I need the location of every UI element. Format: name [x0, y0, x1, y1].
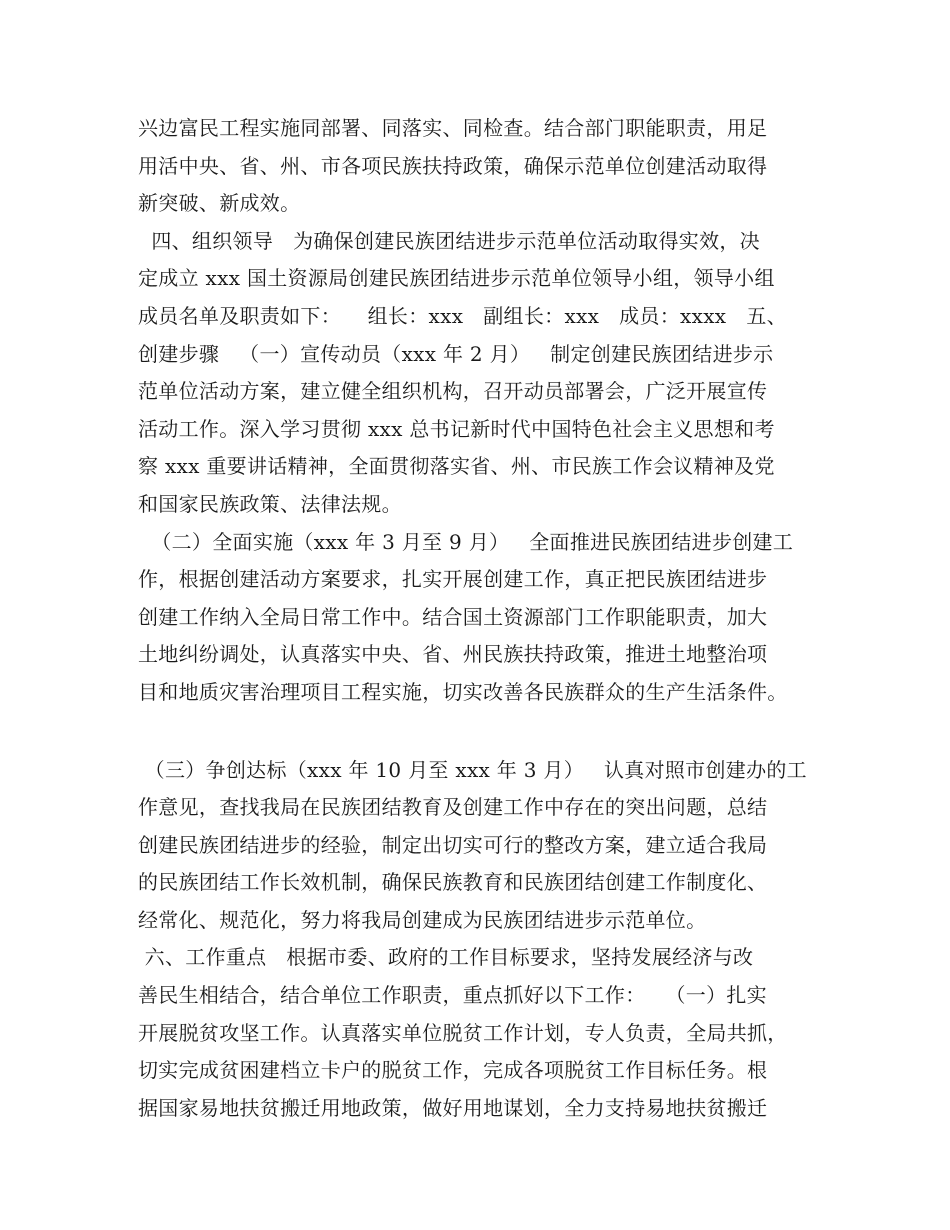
- text-line: 经常化、规范化，努力将我局创建成为民族团结进步示范单位。: [138, 907, 707, 932]
- text-line: 据国家易地扶贫搬迁用地政策，做好用地谋划，全力支持易地扶贫搬迁: [138, 1095, 768, 1120]
- text-line: 开展脱贫攻坚工作。认真落实单位脱贫工作计划，专人负责，全局共抓，: [138, 1020, 788, 1045]
- text-line: 作意见，查找我局在民族团结教育及创建工作中存在的突出问题，总结: [138, 795, 768, 820]
- text-line: 四、组织领导 为确保创建民族团结进步示范单位活动取得实效，决: [138, 228, 760, 253]
- text-line: 用活中央、省、州、市各项民族扶持政策，确保示范单位创建活动取得: [138, 153, 768, 178]
- text-line: （二）全面实施（xxx 年 3 月至 9 月） 全面推进民族团结进步创建工: [138, 529, 794, 554]
- paragraph-gap: [138, 712, 828, 752]
- text-line: 创建工作纳入全局日常工作中。结合国土资源部门工作职能职责，加大: [138, 604, 768, 629]
- text-line: 六、工作重点 根据市委、政府的工作目标要求，坚持发展经济与改: [138, 945, 754, 970]
- text-line: 作，根据创建活动方案要求，扎实开展创建工作，真正把民族团结进步: [138, 567, 768, 592]
- text-line: （三）争创达标（xxx 年 10 月至 xxx 年 3 月） 认真对照市创建办的工: [138, 757, 807, 782]
- text-line: 的民族团结工作长效机制，确保民族教育和民族团结创建工作制度化、: [138, 870, 768, 895]
- text-line: 范单位活动方案，建立健全组织机构，召开动员部署会，广泛开展宣传: [138, 379, 768, 404]
- text-line: 目和地质灾害治理项目工程实施，切实改善各民族群众的生产生活条件。: [138, 679, 788, 704]
- text-line: 定成立 xxx 国土资源局创建民族团结进步示范单位领导小组，领导小组: [138, 266, 775, 291]
- text-line: 活动工作。深入学习贯彻 xxx 总书记新时代中国特色社会主义思想和考: [138, 416, 775, 441]
- text-line: 土地纠纷调处，认真落实中央、省、州民族扶持政策，推进土地整治项: [138, 642, 768, 667]
- document-body: [138, 110, 828, 1127]
- text-line: 善民生相结合，结合单位工作职责，重点抓好以下工作： （一）扎实: [138, 983, 767, 1008]
- text-line: 创建步骤 （一）宣传动员（xxx 年 2 月） 制定创建民族团结进步示: [138, 341, 774, 366]
- text-line: 成员名单及职责如下： 组长：xxx 副组长：xxx 成员：xxxx 五、: [138, 303, 787, 328]
- text-line: 新突破、新成效。: [138, 191, 301, 216]
- text-line: 切实完成贫困建档立卡户的脱贫工作，完成各项脱贫工作目标任务。根: [138, 1058, 768, 1083]
- text-line: 和国家民族政策、法律法规。: [138, 491, 402, 516]
- text-line: 察 xxx 重要讲话精神，全面贯彻落实省、州、市民族工作会议精神及党: [138, 454, 775, 479]
- text-line: 兴边富民工程实施同部署、同落实、同检查。结合部门职能职责，用足: [138, 116, 768, 140]
- text-line: 创建民族团结进步的经验，制定出切实可行的整改方案，建立适合我局: [138, 832, 768, 857]
